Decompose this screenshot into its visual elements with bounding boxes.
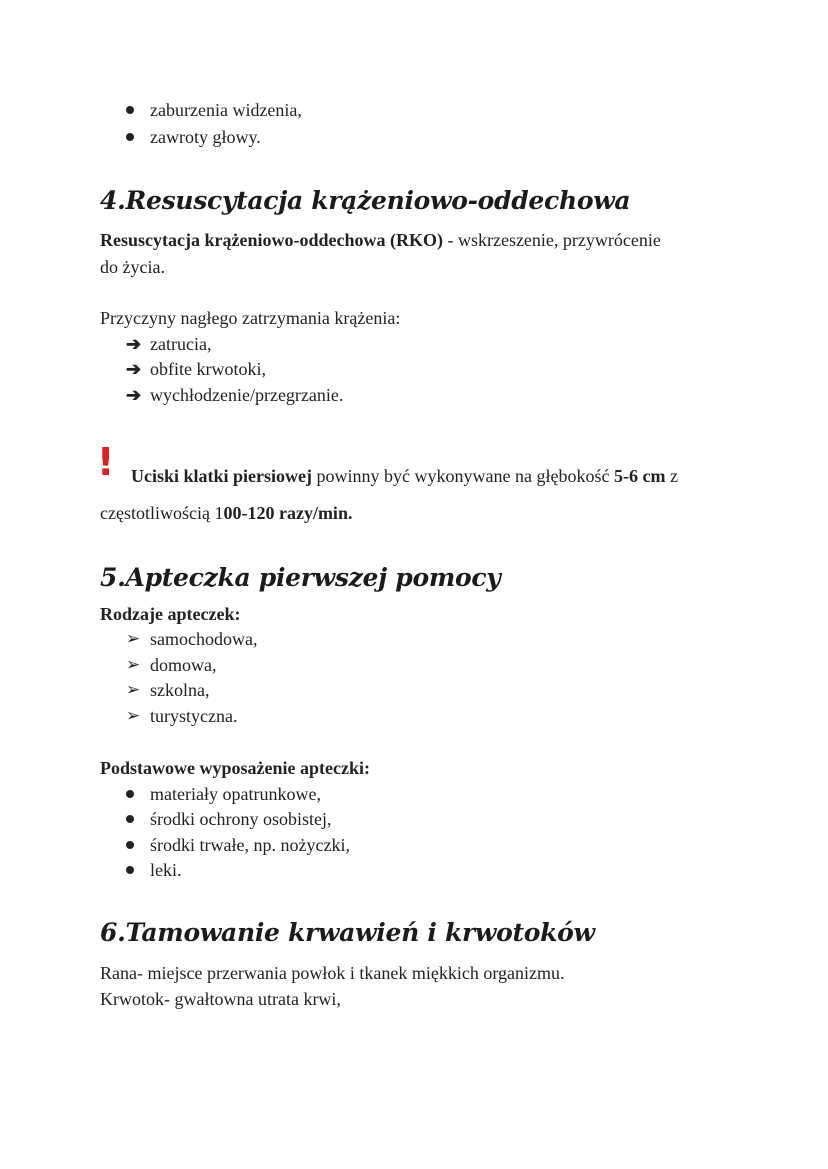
triangle-arrow-icon: ➢ (126, 706, 141, 725)
bullet-icon (126, 866, 134, 874)
section-heading-4: 4.Resuscytacja krążeniowo-oddechowa (100, 186, 631, 215)
triangle-arrow-icon: ➢ (126, 655, 141, 674)
document-page: zaburzenia widzenia, zawroty głowy. 4.Resuscytacja krążeniowo-oddechowa Resuscytacja krążeniowo-oddechowa (RKO) - wskrzeszenie, przywrócenie do życia. Przyczyny nagłego zatrzymania krążenia: ➔ zatrucia, ➔ obfite krwotoki, ➔ wychłodzenie/przegrzanie. ! Uciski klatki piersiowej powinny być wykonywane na głębokość 5-6 cm z częstotliwością 100-120 razy/min. 5.Apteczka pierwszej pomocy Rodzaje apteczek: ➢ samochodowa, ➢ domowa, ➢ szkolna, ➢ turystyczna. Podstawowe wyposażenie apteczki: materiały opatrunkowe, środki ochrony osobistej, środki trwałe, np. nożyczki, leki. 6.Tamowanie krwawień i krwotoków Rana- miejsce przerwania powłok i tkanek miękkich organizmu. Krwotok- gwałtowna utrata krwi, (97, 100, 678, 1009)
arrow-right-icon: ➔ (126, 334, 142, 354)
triangle-arrow-icon: ➢ (126, 680, 141, 699)
bullet-icon (126, 106, 134, 114)
bullet-icon (126, 133, 134, 141)
equipment-title: Podstawowe wyposażenie apteczki: (100, 758, 370, 778)
paragraph-line: Krwotok- gwałtowna utrata krwi, (100, 989, 341, 1009)
arrow-right-icon: ➔ (126, 385, 142, 405)
paragraph-line: Rana- miejsce przerwania powłok i tkanek miękkich organizmu. (100, 963, 565, 983)
triangle-arrow-icon: ➢ (126, 629, 141, 648)
bullet-icon (126, 790, 134, 798)
definition-line-1: Resuscytacja krążeniowo-oddechowa (RKO) - wskrzeszenie, przywrócenie (100, 230, 661, 250)
arrow-right-icon: ➔ (126, 359, 142, 379)
bullet-icon (126, 841, 134, 849)
note-line-1: Uciski klatki piersiowej powinny być wykonywane na głębokość 5-6 cm z (131, 466, 678, 486)
section-heading-5: 5.Apteczka pierwszej pomocy (100, 563, 501, 592)
section-heading-6: 6.Tamowanie krwawień i krwotoków (100, 918, 595, 947)
exclamation-icon: ! (97, 440, 115, 484)
causes-title: Przyczyny nagłego zatrzymania krążenia: (100, 308, 401, 328)
types-title: Rodzaje apteczek: (100, 604, 241, 624)
note-line-2: częstotliwością 100-120 razy/min. (100, 503, 353, 523)
definition-line-2: do życia. (100, 257, 165, 277)
bullet-icon (126, 815, 134, 823)
